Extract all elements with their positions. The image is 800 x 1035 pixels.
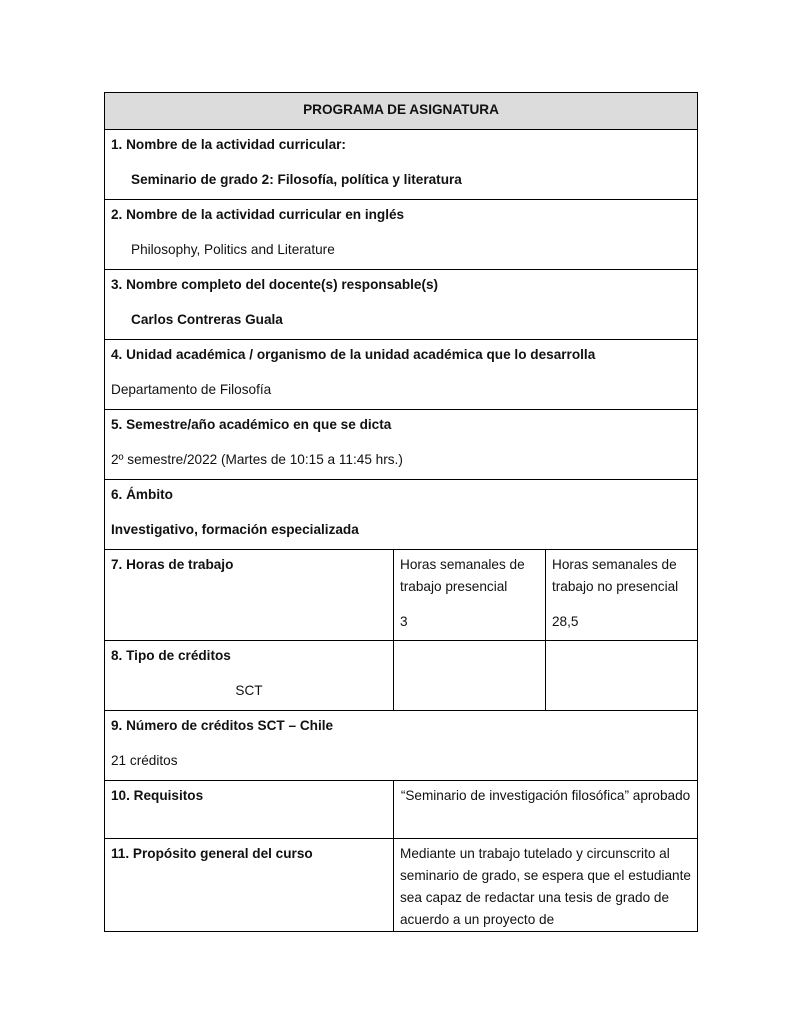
section-7 xyxy=(105,550,394,641)
section-10-label: 10. Requisitos xyxy=(111,788,204,803)
section-3-label: 3. Nombre completo del docente(s) responsable(s) xyxy=(111,277,439,292)
section-8-value: SCT xyxy=(235,683,263,698)
section-10 xyxy=(105,781,394,839)
section-1-value: Seminario de grado 2: Filosofía, política y literatura xyxy=(131,172,462,187)
section-4-label: 4. Unidad académica / organismo de la unidad académica que lo desarrolla xyxy=(111,347,596,362)
section-11 xyxy=(105,839,394,932)
section-11-label: 11. Propósito general del curso xyxy=(111,846,313,861)
section-8-label: 8. Tipo de créditos xyxy=(111,648,231,663)
section-8-empty-2 xyxy=(546,641,698,711)
section-8-empty-1 xyxy=(394,641,546,711)
section-6-label: 6. Ámbito xyxy=(111,487,173,502)
section-2 xyxy=(105,200,698,270)
section-7-no-presencial xyxy=(546,550,698,641)
section-2-value: Philosophy, Politics and Literature xyxy=(131,242,335,257)
section-9-label: 9. Número de créditos SCT – Chile xyxy=(111,718,334,733)
section-7-no-presencial-value: 28,5 xyxy=(552,614,579,629)
section-9 xyxy=(105,711,698,781)
section-1 xyxy=(105,130,698,200)
document-title: PROGRAMA DE ASIGNATURA xyxy=(105,93,698,130)
section-6-value: Investigativo, formación especializada xyxy=(111,522,359,537)
section-6 xyxy=(105,480,698,550)
section-1-label: 1. Nombre de la actividad curricular: xyxy=(111,137,346,152)
section-5-value: 2º semestre/2022 (Martes de 10:15 a 11:45 hrs.) xyxy=(111,452,403,467)
section-3-value: Carlos Contreras Guala xyxy=(131,312,283,327)
section-7-presencial xyxy=(394,550,546,641)
section-8 xyxy=(105,641,394,711)
section-10-value: “Seminario de investigación filosófica” aprobado xyxy=(394,781,698,839)
section-3 xyxy=(105,270,698,340)
section-7-presencial-value: 3 xyxy=(400,614,408,629)
section-7-presencial-label: Horas semanales de trabajo presencial xyxy=(400,557,525,594)
section-2-label: 2. Nombre de la actividad curricular en inglés xyxy=(111,207,405,222)
course-program-table xyxy=(104,92,698,932)
section-9-value: 21 créditos xyxy=(111,753,178,768)
section-4-value: Departamento de Filosofía xyxy=(111,382,272,397)
section-5 xyxy=(105,410,698,480)
section-11-value: Mediante un trabajo tutelado y circunscrito al seminario de grado, se espera que el estudiante sea capaz de redactar una tesis de grado de acuerdo a un proyecto de xyxy=(394,839,698,932)
section-7-label: 7. Horas de trabajo xyxy=(111,557,234,572)
section-7-no-presencial-label: Horas semanales de trabajo no presencial xyxy=(552,557,679,594)
section-5-label: 5. Semestre/año académico en que se dicta xyxy=(111,417,392,432)
section-4 xyxy=(105,340,698,410)
